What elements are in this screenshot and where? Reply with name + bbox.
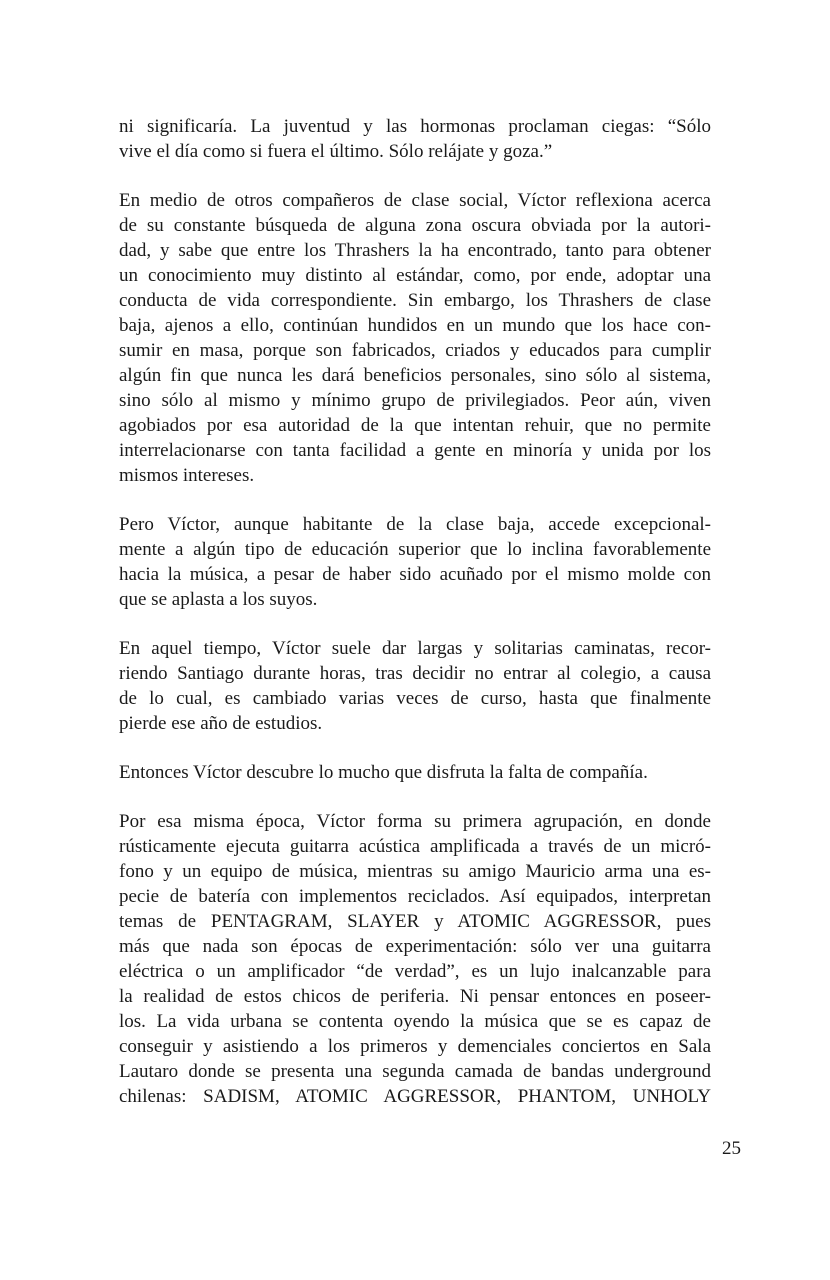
paragraph-spacer bbox=[119, 488, 711, 512]
paragraph bbox=[119, 636, 711, 736]
text-line: mente a algún tipo de educación superior que lo inclina favorablemente bbox=[119, 539, 711, 560]
paragraph bbox=[119, 114, 711, 164]
text-line: conducta de vida correspondiente. Sin embargo, los Thrashers de clase bbox=[119, 290, 711, 311]
paragraph-spacer bbox=[119, 736, 711, 760]
paragraph-spacer bbox=[119, 612, 711, 636]
text-line: fono y un equipo de música, mientras su amigo Mauricio arma una es- bbox=[119, 861, 711, 882]
text-line: Por esa misma época, Víctor forma su primera agrupación, en donde bbox=[119, 811, 711, 832]
text-line: agobiados por esa autoridad de la que intentan rehuir, que no permite bbox=[119, 415, 711, 436]
text-line: de su constante búsqueda de alguna zona oscura obviada por la autori- bbox=[119, 215, 711, 236]
text-line: temas de PENTAGRAM, SLAYER y ATOMIC AGGRESSOR, pues bbox=[119, 911, 711, 932]
text-line: rústicamente ejecuta guitarra acústica amplificada a través de un micró- bbox=[119, 836, 711, 857]
text-line: interrelacionarse con tanta facilidad a gente en minoría y unida por los bbox=[119, 440, 711, 461]
text-line: Pero Víctor, aunque habitante de la clase baja, accede excepcional- bbox=[119, 514, 711, 535]
text-line: de lo cual, es cambiado varias veces de curso, hasta que finalmente bbox=[119, 688, 711, 709]
text-line: riendo Santiago durante horas, tras decidir no entrar al colegio, a causa bbox=[119, 663, 711, 684]
text-line: vive el día como si fuera el último. Sólo relájate y goza.” bbox=[119, 141, 553, 162]
text-line: chilenas: SADISM, ATOMIC AGGRESSOR, PHANTOM, UNHOLY bbox=[119, 1086, 711, 1107]
paragraph bbox=[119, 760, 711, 785]
body-text bbox=[119, 114, 711, 1109]
text-line: En medio de otros compañeros de clase social, Víctor reflexiona acerca bbox=[119, 190, 711, 211]
page-number: 25 bbox=[722, 1138, 741, 1159]
paragraph bbox=[119, 188, 711, 488]
paragraph bbox=[119, 512, 711, 612]
text-line: sino sólo al mismo y mínimo grupo de privilegiados. Peor aún, viven bbox=[119, 390, 711, 411]
text-line: mismos intereses. bbox=[119, 465, 255, 486]
text-line: eléctrica o un amplificador “de verdad”, es un lujo inalcanzable para bbox=[119, 961, 711, 982]
text-line: un conocimiento muy distinto al estándar, como, por ende, adoptar una bbox=[119, 265, 711, 286]
text-line: más que nada son épocas de experimentación: sólo ver una guitarra bbox=[119, 936, 711, 957]
text-line: baja, ajenos a ello, continúan hundidos en un mundo que los hace con- bbox=[119, 315, 711, 336]
paragraph bbox=[119, 809, 711, 1109]
paragraph-spacer bbox=[119, 785, 711, 809]
paragraph-spacer bbox=[119, 164, 711, 188]
text-line: que se aplasta a los suyos. bbox=[119, 589, 318, 610]
text-line: dad, y sabe que entre los Thrashers la ha encontrado, tanto para obtener bbox=[119, 240, 711, 261]
text-line: ni significaría. La juventud y las hormonas proclaman ciegas: “Sólo bbox=[119, 116, 711, 137]
text-line: la realidad de estos chicos de periferia. Ni pensar entonces en poseer- bbox=[119, 986, 711, 1007]
text-line: Entonces Víctor descubre lo mucho que disfruta la falta de compañía. bbox=[119, 762, 648, 783]
text-line: En aquel tiempo, Víctor suele dar largas y solitarias caminatas, recor- bbox=[119, 638, 711, 659]
text-line: pierde ese año de estudios. bbox=[119, 713, 323, 734]
text-line: algún fin que nunca les dará beneficios personales, sino sólo al sistema, bbox=[119, 365, 711, 386]
text-line: los. La vida urbana se contenta oyendo la música que se es capaz de bbox=[119, 1011, 711, 1032]
text-line: conseguir y asistiendo a los primeros y demenciales conciertos en Sala bbox=[119, 1036, 711, 1057]
text-line: pecie de batería con implementos reciclados. Así equipados, interpretan bbox=[119, 886, 711, 907]
text-line: Lautaro donde se presenta una segunda camada de bandas underground bbox=[119, 1061, 711, 1082]
text-line: hacia la música, a pesar de haber sido acuñado por el mismo molde con bbox=[119, 564, 711, 585]
text-line: sumir en masa, porque son fabricados, criados y educados para cumplir bbox=[119, 340, 711, 361]
